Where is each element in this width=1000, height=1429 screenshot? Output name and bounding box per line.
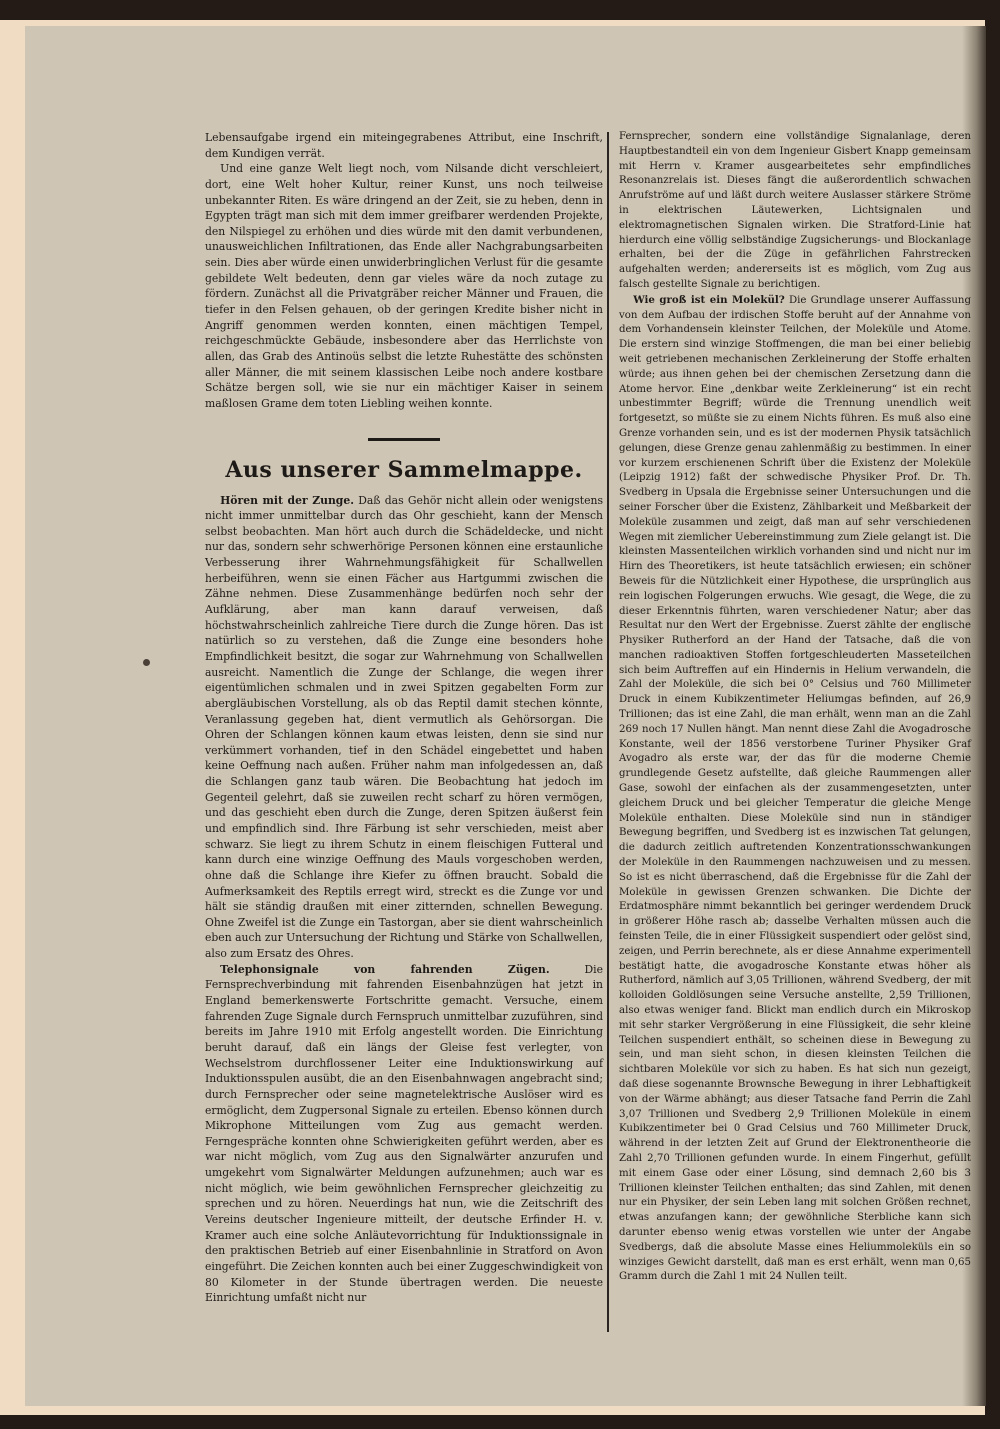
article-telephone: [205, 962, 603, 1306]
left-column: [205, 130, 603, 1306]
article-molecule: [619, 293, 971, 1285]
article-text-hearing: Daß das Gehör nicht allein oder wenigstens nicht immer unmittelbar durch das Ohr geschieht, kann der Mensch selbst beobachten. Man hört auch durch die Schädeldecke, und nicht nur das, sondern sehr schwerhörige Personen können eine erstaunliche Verbesserung ihrer Wahrnehmungsfähigkeit für Schallwellen herbeiführen, wenn sie einen Fächer aus Hartgummi zwischen die Zähne nehmen. Diese Zusammenhänge bedürfen noch sehr der Aufklärung, aber man kann darauf verweisen, daß höchstwahrscheinlich zahlreiche Tiere durch die Zunge hören. Das ist natürlich so zu verstehen, daß die Zunge eine besonders hohe Empfindlichkeit besitzt, die sogar zur Wahrnehmung von Schallwellen ausreicht. Namentlich die Zunge der Schlange, die wegen ihrer eigentümlichen schmalen und in zwei Spitzen gegabelten Form zur abergläubischen Vorstellung, als ob das Reptil damit stechen könnte, Veranlassung gegeben hat, dient vermutlich als Gehörsorgan. Die Ohren der Schlangen können kaum etwas leisten, denn sie sind nur verkümmert vorhanden, tief in den Schädel eingebettet und haben keine Oeffnung nach außen. Früher nahm man infolgedessen an, daß die Schlangen ganz taub wären. Die Beobachtung hat jedoch im Gegenteil gelehrt, daß sie zuweilen recht scharf zu hören vermögen, und das geschieht eben durch die Zunge, deren Spitzen äußerst fein und empfindlich sind. Ihre Färbung ist sehr verschieden, meist aber schwarz. Sie liegt zu ihrem Schutz in einem fleischigen Futteral und kann durch eine winzige Oeffnung des Mauls vorgeschoben werden, ohne daß die Schlange ihre Kiefer zu öffnen braucht. Sobald die Aufmerksamkeit des Reptils erregt wird, streckt es die Zunge vor und hält sie ständig draußen mit einer zitternden, schnellen Bewegung. Ohne Zweifel ist die Zunge ein Tastorgan, aber sie dient wahrscheinlich eben auch zur Untersuchung der Richtung und Stärke von Schallwellen, also zum Ersatz des Ohres.: [205, 493, 603, 961]
article-text-molecule: Die Grundlage unserer Auffassung von dem Aufbau der irdischen Stoffe beruht auf der Annahme von dem Vorhandensein kleinster Teilchen, der Moleküle und Atome. Die erstern sind winzige Stoffmengen, die man bei einer beliebig weit getriebenen mechanischen Zerkleinerung der Stoffe erhalten würde; aus ihnen gehen bei der chemischen Zersetzung dann die Atome hervor. Eine „denkbar weite Zerkleinerung“ ist ein recht unbestimmter Begriff; würde die Trennung unendlich weit fortgesetzt, so müßte sie zu einem Nichts führen. Es muß also eine Grenze vorhanden sein, und es ist der modernen Physik tatsächlich gelungen, diese Grenze genau zahlenmäßig zu bestimmen. In einer vor kurzem erschienenen Schrift über die Existenz der Moleküle (Leipzig 1912) faßt der schwedische Physiker Prof. Dr. Th. Svedberg in Upsala die Ergebnisse seiner Untersuchungen und die seiner Forscher über die Existenz, Zählbarkeit und Meßbarkeit der Moleküle zusammen und zeigt, daß man auf sehr verschiedenen Wegen mit ziemlicher Uebereinstimmung zum Ziele gelangt ist. Die kleinsten Massenteilchen wirklich vorhanden sind und nicht nur im Hirn des Theoretikers, ist heute tatsächlich erwiesen; ein schöner Beweis für die Nützlichkeit einer Hypothese, die ursprünglich aus rein logischen Folgerungen erwuchs. Wie gesagt, die Wege, die zu dieser Erkenntnis führten, waren verschiedener Natur; aber das Resultat nur den Wert der Ergebnisse. Zuerst zählte der englische Physiker Rutherford an der Hand der Tatsache, daß die von manchen radioaktiven Stoffen fortgeschleuderten Masseteilchen sich beim Auftreffen auf ein Hindernis in Helium verwandeln, die Zahl der Moleküle, die sich bei 0° Celsius und 760 Millimeter Druck in einem Kubikzentimeter Heliumgas befinden, auf 26,9 Trillionen; das ist eine Zahl, die man erhält, wenn man an die Zahl 269 noch 17 Nullen hängt. Man nennt diese Zahl die Avogadrosche Konstante, weil der 1856 verstorbene Turiner Physiker Graf Avogadro als erste war, der das für die moderne Chemie grundlegende Gesetz aufstellte, daß gleiche Raummengen aller Gase, sowohl der einfachen als der zusammengesetzten, unter gleichem Druck und bei gleicher Temperatur die gleiche Menge Moleküle enthalten. Diese Moleküle sind nun in ständiger Bewegung begriffen, und Svedberg ist es inzwischen Tat gelungen, die dadurch zeitlich auftretenden Konzentrationsschwankungen der Moleküle in den Raummengen nachzuweisen und zu messen. So ist es nicht überraschend, daß die Ergebnisse für die Zahl der Moleküle in gewissen Grenzen schwanken. Die Dichte der Erdatmosphäre nimmt bekanntlich bei geringer werdendem Druck in größerer Höhe rasch ab; dasselbe Verhalten müssen auch die feinsten Teile, die in einer Flüssigkeit suspendiert oder gelöst sind, zeigen, und Perrin berechnete, als er diese Annahme experimentell bestätigt hatte, die avogadrosche Konstante etwas höher als Rutherford, nämlich auf 3,05 Trillionen, während Svedberg, der mit kolloiden Goldlösungen seine Versuche anstellte, 2,59 Trillionen, also etwas weniger fand. Blickt man endlich durch ein Mikroskop mit sehr starker Vergrößerung in eine Flüssigkeit, die sehr kleine Teilchen suspendiert enthält, so scheinen diese in Bewegung zu sein, und man sieht schon, in diesen kleinsten Teilchen die sichtbaren Moleküle vor sich zu haben. Es hat sich nun gezeigt, daß diese sogenannte Brownsche Bewegung in ihrer Lebhaftigkeit von der Wärme abhängt; aus dieser Tatsache fand Perrin die Zahl 3,07 Trillionen und Svedberg 2,9 Trillionen Moleküle in einem Kubikzentimeter bei 0 Grad Celsius und 760 Millimeter Druck, während in der letzten Zeit auf Grund der Elektronentheorie die Zahl 2,70 Trillionen gefunden wurde. In einem Fingerhut, gefüllt mit einem Gase oder einer Lösung, sind demnach 2,60 bis 3 Trillionen kleinster Teilchen enthalten; das sind Zahlen, mit denen nur ein Physiker, der sein Leben lang mit solchen Größen rechnet, etwas anzufangen kann; der gewöhnliche Sterbliche kann sich darunter ebenso wenig etwas vorstellen wie unter der Angabe Svedbergs, daß die absolute Masse eines Heliummoleküls ein so winziges Gewicht darstellt, daß man es erst erhält, wenn man 0,65 Gramm durch die Zahl 1 mit 24 Nullen teilt.: [619, 294, 971, 1283]
ink-spot: [143, 659, 150, 666]
section-divider: [368, 438, 440, 441]
article-heading-telephone: Telephonsignale von fahrenden Zügen.: [220, 962, 550, 976]
right-column: [619, 130, 971, 1285]
article-heading-molecule: Wie groß ist ein Molekül?: [633, 293, 785, 306]
column-rule: [607, 132, 609, 1332]
paragraph-continuation: Lebensaufgabe irgend ein miteingegrabenes Attribut, eine Inschrift, dem Kundigen verrät.: [205, 131, 603, 160]
article-text-telephone: Die Fernsprechverbindung mit fahrenden Eisenbahnzügen hat jetzt in England bemerkenswerte Fortschritte gemacht. Versuche, einem fahrenden Zuge Signale durch Fernspruch unmittelbar zuzuführen, sind bereits im Jahre 1910 mit Erfolg angestellt worden. Die Einrichtung beruht darauf, daß ein längs der Gleise fest verlegter, von Wechselstrom durchflossener Leiter eine Induktionswirkung auf Induktionsspulen ausübt, die an den Eisenbahnwagen angebracht sind; durch Fernsprecher oder seine magnetelektrische Auslöser wird es ermöglicht, dem Zugpersonal Signale zu erteilen. Ebenso können durch Mikrophone Mitteilungen vom Zug aus gemacht werden. Ferngespräche konnten ohne Schwierigkeiten geführt werden, aber es war nicht möglich, vom Zug aus den Signalwärter anzurufen und umgekehrt vom Signalwärter Meldungen aufzunehmen; auch war es nicht möglich, wie beim gewöhnlichen Fernsprecher gleichzeitig zu sprechen und zu hören. Neuerdings hat nun, wie die Zeitschrift des Vereins deutscher Ingenieure mitteilt, der deutsche Erfinder H. v. Kramer auch eine solche Anläutevorrichtung für Induktionssignale in den praktischen Betrieb auf einer Eisenbahnlinie in Stratford on Avon eingeführt. Die Zeichen konnten auch bei einer Zuggeschwindigkeit von 80 Kilometer in der Stunde übertragen werden. Die neueste Einrichtung umfaßt nicht nur: [205, 962, 603, 1305]
paragraph-egypt: Und eine ganze Welt liegt noch, vom Nilsande dicht verschleiert, dort, eine Welt hoher Kultur, reiner Kunst, uns noch teilweise unbekannter Riten. Es wäre dringend an der Zeit, sie zu heben, denn in Egypten trägt man sich mit dem immer greifbarer werdenden Projekte, den Nilspiegel zu erhöhen und dies würde mit den damit verbundenen, unausweichlichen Infiltrationen, das Ende aller Nachgrabungsarbeiten sein. Dies aber würde einen unwiderbringlichen Verlust für die gesamte gebildete Welt bedeuten, denn gar vieles wäre da noch zutage zu fördern. Zunächst all die Privatgräber reicher Männer und Frauen, die tiefer in den Felsen gehauen, ob der geringen Kredite bisher nicht in Angriff genommen werden konnten, einen mächtigen Tempel, reichgeschmückte Gebäude, insbesondere aber das Herrlichste von allen, das Grab des Antinoüs selbst die letzte Ruhestätte des schönsten aller Männer, die mit seinem klassischen Leibe noch andere kostbare Schätze bergen soll, wie sie nur ein mächtiger Kaiser in seinem maßlosen Grame dem toten Liebling weihen konnte.: [205, 162, 603, 410]
article-hearing: [205, 493, 603, 962]
paragraph-telephone-continued: Fernsprecher, sondern eine vollständige Signalanlage, deren Hauptbestandteil ein von dem Ingenieur Gisbert Knapp gemeinsam mit Herrn v. Kramer ausgearbeitetes sehr empfindliches Resonanzrelais ist. Dieses fängt die außerordentlich schwachen Anrufströme auf und läßt durch weitere Auslasser stärkere Ströme in elektrischen Läutewerken, Lichtsignalen und elektromagnetischen Signalen wirken. Die Stratford-Linie hat hierdurch eine völlig selbständige Zugsicherungs- und Blockanlage erhalten, bei der die Züge in gefährlichen Fahrstrecken aufgehalten werden; andererseits ist es möglich, vom Zug aus falsch gestellte Signale zu berichtigen.: [619, 131, 971, 290]
section-title: Aus unserer Sammelmappe.: [225, 456, 583, 483]
article-heading-hearing: Hören mit der Zunge.: [220, 493, 354, 507]
